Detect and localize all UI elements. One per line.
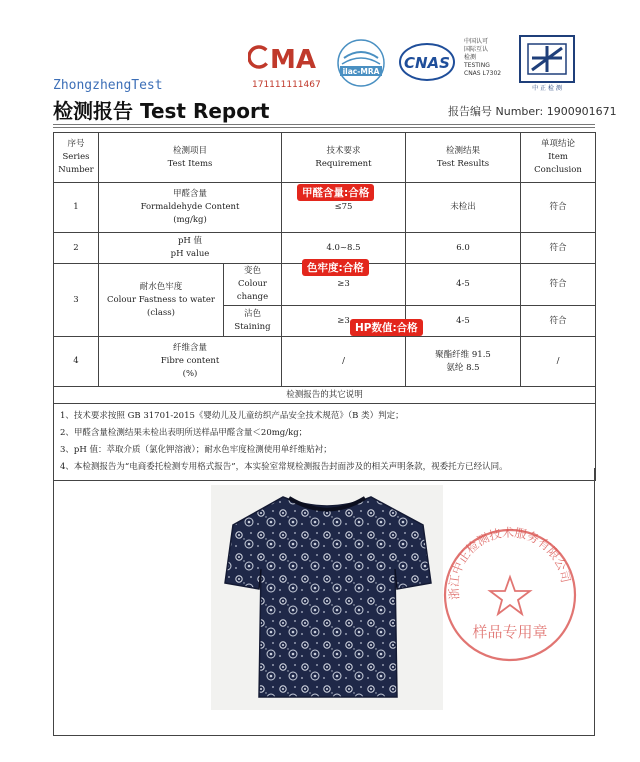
- row-result: 未检出: [406, 183, 521, 233]
- page-title: 检测报告 Test Report: [53, 99, 270, 123]
- colour-fastness-pass-tag: 色牢度:合格: [302, 259, 369, 276]
- row-conclusion: 符合: [521, 306, 596, 337]
- row-result: 4-5: [406, 264, 521, 306]
- header-divider: [53, 127, 595, 128]
- svg-text:样品专用章: 样品专用章: [472, 623, 548, 641]
- row-item: 纤维含量 Fibre content (%): [99, 337, 282, 387]
- row-conclusion: 符合: [521, 183, 596, 233]
- row-subitem: 沾色 Staining: [224, 306, 282, 337]
- row-number: 4: [54, 337, 99, 387]
- header-series-number: 序号 Series Number: [54, 133, 99, 183]
- row-number: 1: [54, 183, 99, 233]
- svg-text:CNAS: CNAS: [404, 54, 450, 72]
- row-number: 3: [54, 264, 99, 337]
- cma-logo: [248, 38, 316, 76]
- row-requirement: ≥3: [282, 306, 406, 337]
- note-item: 3、pH 值：萃取介质（氯化钾溶液）；耐水色牢度检测使用单纤维贴衬；: [60, 445, 332, 455]
- row-result: 聚酯纤维 91.5 氨纶 8.5: [406, 337, 521, 387]
- row-result: 4-5: [406, 306, 521, 337]
- notes-header-row: [54, 387, 596, 404]
- ilac-mra-logo: [336, 38, 386, 88]
- row-conclusion: /: [521, 337, 596, 387]
- row-requirement: ≤75: [282, 183, 406, 233]
- note-item: 4、本检测报告为“电商委托检测专用格式报告”，本实验室常规检测报告封面涉及的相关声明条款，视委托方已经认同。: [60, 462, 508, 472]
- brand-name: ZhongzhengTest: [53, 78, 163, 93]
- header-requirement: 技术要求 Requirement: [282, 133, 406, 183]
- row-conclusion: 符合: [521, 264, 596, 306]
- cnas-accreditation-text: 中国认可 国际互认 检测 TESTING CNAS L7302: [464, 38, 502, 77]
- row-item: 甲醛含量 Formaldehyde Content (mg/kg): [99, 183, 282, 233]
- report-number: 报告编号 Number: 1900901671: [448, 105, 617, 118]
- table-header-row: [54, 133, 596, 183]
- sample-tshirt-photo: [211, 485, 443, 710]
- row-conclusion: 符合: [521, 233, 596, 264]
- svg-text:ilac-MRA: ilac-MRA: [342, 67, 380, 76]
- zhongzheng-org-logo: [518, 34, 576, 92]
- row-item: pH 值 pH value: [99, 233, 282, 264]
- row-result: 6.0: [406, 233, 521, 264]
- row-requirement: ≥3: [282, 264, 406, 306]
- table-row: [54, 337, 596, 387]
- sample-seal-stamp: [440, 525, 580, 665]
- formaldehyde-pass-tag: 甲醛含量:合格: [297, 184, 374, 201]
- note-item: 2、甲醛含量检测结果未检出表明所送样品甲醛含量＜20mg/kg；: [60, 428, 308, 438]
- cma-number: 171111111467: [252, 80, 321, 90]
- row-number: 2: [54, 233, 99, 264]
- row-requirement: /: [282, 337, 406, 387]
- svg-text:中 正 检 测: 中 正 检 测: [532, 85, 562, 92]
- svg-text:MA: MA: [270, 45, 316, 75]
- row-requirement: 4.0~8.5: [282, 233, 406, 264]
- ph-pass-tag: HP数值:合格: [350, 319, 423, 336]
- header-divider: [53, 124, 595, 125]
- header-test-items: 检测项目 Test Items: [99, 133, 282, 183]
- cnas-logo: [398, 42, 456, 82]
- svg-text:浙江中正检测技术服务有限公司: 浙江中正检测技术服务有限公司: [446, 525, 573, 601]
- row-subitem: 变色 Colour change: [224, 264, 282, 306]
- header-test-results: 检测结果 Test Results: [406, 133, 521, 183]
- header-conclusion: 单项结论 Item Conclusion: [521, 133, 596, 183]
- note-item: 1、技术要求按照 GB 31701-2015《婴幼儿及儿童纺织产品安全技术规范》（B 类）判定；: [60, 411, 404, 421]
- row-item: 耐水色牢度 Colour Fastness to water (class): [99, 264, 224, 337]
- notes-title: 检测报告的其它说明: [54, 387, 596, 404]
